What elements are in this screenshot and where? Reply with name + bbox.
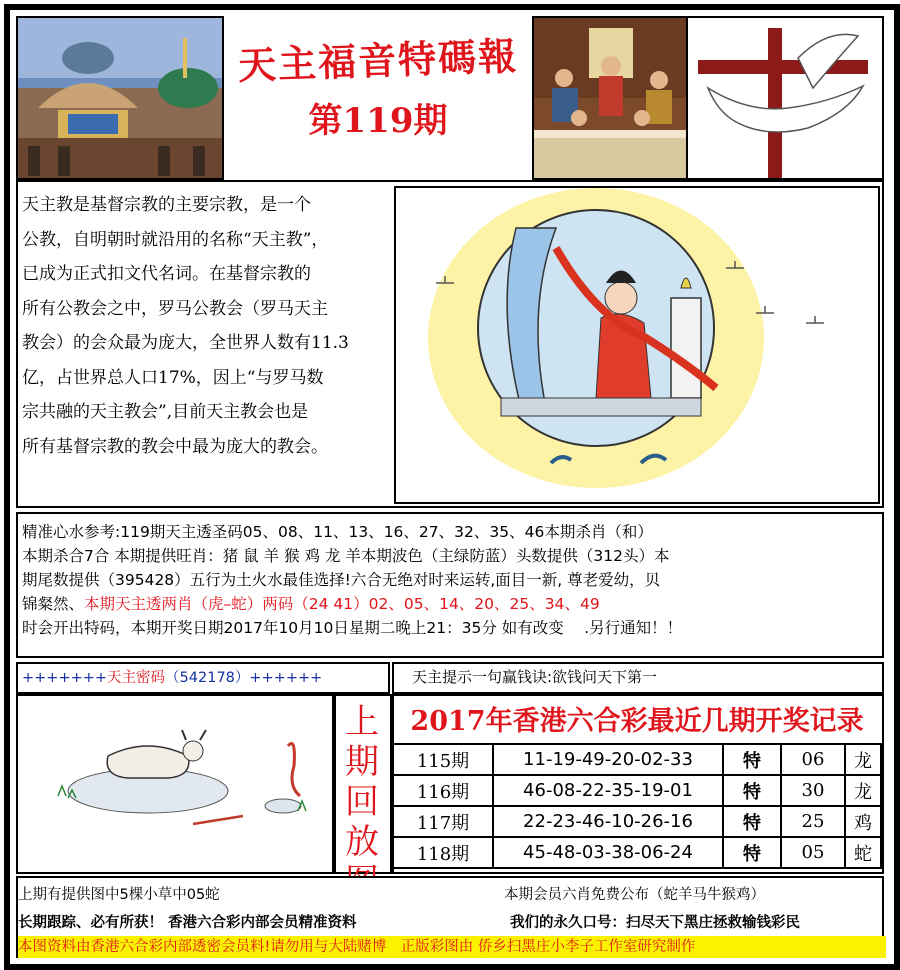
record-special-number: 25 (781, 806, 845, 837)
notice-line: 时会开出特码，本期开奖日期2017年10月10日星期二晚上21：35分 如有改变 .另行通知！！ (22, 619, 683, 637)
record-issue: 118期 (393, 837, 493, 868)
issue-number: 第119期 (308, 101, 448, 141)
secret-code-value: （542178） (165, 670, 250, 686)
record-special-label: 特 (723, 837, 781, 868)
table-row (393, 744, 881, 775)
footer-slogan-left: 长期跟踪、必有所获！ 香港六合彩内部会员精准资料 (18, 915, 357, 931)
illustration-woman-window (394, 186, 880, 504)
intro-line: 所有基督宗教的教会中最为庞大的教会。 (22, 436, 328, 457)
records-title: 2017年香港六合彩最近几期开奖记录 (410, 706, 864, 737)
record-numbers: 46-08-22-35-19-01 (493, 775, 723, 806)
record-special-label: 特 (723, 806, 781, 837)
footer-banner: 本图资料由香港六合彩内部透密会员料!请勿用与大陆赌博 正版彩图由 侨乡扫黑庄小李子工作室研究制作 (18, 936, 886, 958)
intro-text (22, 188, 388, 464)
record-issue: 117期 (393, 806, 493, 837)
plus-decor-left: +++++++ (22, 670, 108, 686)
footer-last-issue-note: 上期有提供图中5棵小草中05蛇 (18, 887, 220, 903)
record-special-label: 特 (723, 775, 781, 806)
record-special-number: 05 (781, 837, 845, 868)
table-row (393, 775, 881, 806)
secret-code-label: 天主密码 (107, 670, 166, 686)
record-zodiac: 龙 (845, 775, 881, 806)
record-zodiac: 蛇 (845, 837, 881, 868)
record-zodiac: 鸡 (845, 806, 881, 837)
review-char: 上 (345, 702, 379, 742)
last-issue-review-label (336, 702, 388, 902)
notice-line: 精准心水参考:119期天主透圣码05、08、11、13、16、27、32、35、46本期杀肖（和） (22, 523, 653, 541)
notice-line: 期尾数提供（395428）五行为土火水最佳选择!六合无绝对时来运转,面目一新, 尊老爱幼，贝 (22, 571, 661, 589)
header-title-block (228, 30, 528, 142)
notice-highlight: 本期天主透两肖（虎–蛇）两码（24 41）02、05、14、20、25、34、49 (84, 595, 600, 613)
record-numbers: 22-23-46-10-26-16 (493, 806, 723, 837)
notice-line (22, 592, 884, 616)
intro-line: 天主教是基督宗教的主要宗教，是一个 (22, 195, 311, 215)
review-char: 回 (345, 782, 379, 822)
record-zodiac: 龙 (845, 744, 881, 775)
record-special-number: 06 (781, 744, 845, 775)
records-table (392, 743, 882, 869)
plus-decor-right: ++++++ (249, 670, 323, 686)
footer-member-free-zodiac: 本期会员六肖免费公布（蛇羊马牛猴鸡） (504, 887, 765, 903)
record-issue: 116期 (393, 775, 493, 806)
intro-line: 亿，占世界总人口17%，因上“与罗马数 (22, 367, 324, 388)
intro-line: 公教，自明朝时就沿用的名称“天主教”， (22, 229, 329, 250)
header-cathedral-image (16, 16, 224, 180)
intro-line: 教会）的会众最为庞大，全世界人数有11.3 (22, 333, 349, 353)
intro-line: 所有公教会之中，罗马公教会（罗马天主 (22, 298, 328, 319)
record-numbers: 45-48-03-38-06-24 (493, 837, 723, 868)
review-char: 期 (345, 742, 379, 782)
review-char: 放 (345, 822, 379, 862)
intro-line: 已成为正式扣文代名词。在基督宗教的 (22, 264, 311, 284)
page-title: 天主福音特碼報 (237, 33, 519, 88)
notice-text-black: 锦粲然、 (22, 595, 85, 613)
notice-line: 本期杀合7合 本期提供旺肖：猪 鼠 羊 猴 鸡 龙 羊本期波色（主绿防蓝）头数提供（312头）本 (22, 547, 670, 565)
record-special-number: 30 (781, 775, 845, 806)
secret-code (22, 666, 322, 687)
intro-line: 宗共融的天主教会”,目前天主教会也是 (22, 402, 309, 422)
header-cross-dove-image (688, 16, 884, 180)
winning-tip: 天主提示一句赢钱诀:欲钱问天下第一 (412, 668, 658, 686)
notice-text (22, 520, 884, 640)
review-image-box (16, 694, 334, 874)
record-special-label: 特 (723, 744, 781, 775)
footer-slogan-right: 我们的永久口号：扫尽天下黑庄拯救输钱彩民 (510, 915, 800, 931)
record-numbers: 11-19-49-20-02-33 (493, 744, 723, 775)
header-lastsupper-image (532, 16, 688, 180)
table-row (393, 806, 881, 837)
table-row (393, 837, 881, 868)
record-issue: 115期 (393, 744, 493, 775)
